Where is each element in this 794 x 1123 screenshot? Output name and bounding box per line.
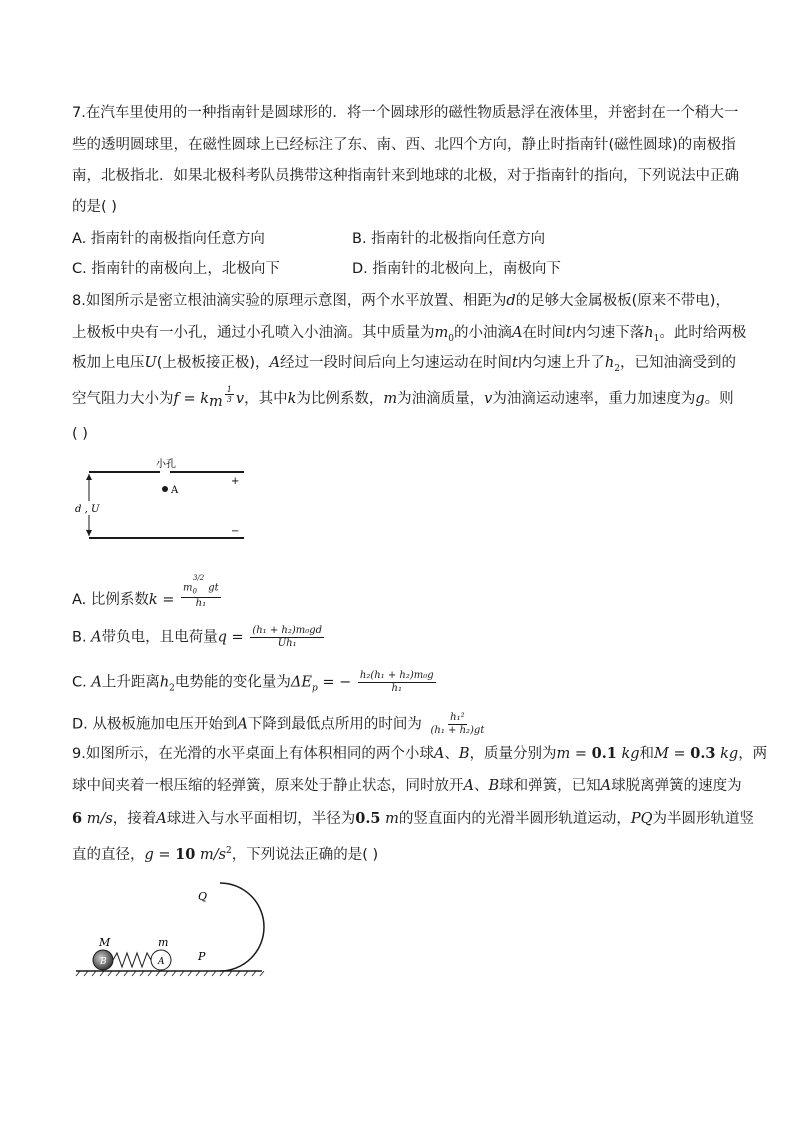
drop-label: A [171, 485, 179, 496]
q8-option-b: B. A带负电，且电荷量q = $\frac{\text{(h₁ + h₂)m₀gd}}{\text{Uh₁}}$ [72, 625, 323, 649]
plus-sign: + [231, 476, 240, 487]
mass-m-small-label: m [158, 936, 169, 949]
q8-option-d: D. 从极板施加电压开始到A下降到最低点所用的时间为 $\frac{\text{h₁²}}{\text{(h₁ + h₂)gt}}$ [72, 712, 485, 736]
ball-b-label: B [100, 957, 107, 967]
q7-option-b: B. 指南针的北极指向任意方向 [352, 231, 546, 247]
q8-stem-line-4: 空气阻力大小为f = km $\frac{1}{3}$ v，其中k为比例系数，m为油滴质量，v为油滴运动速率，重力加速度为g。则 [72, 384, 734, 410]
q7-option-d: D. 指南针的北极向上，南极向下 [352, 261, 561, 277]
q8-stem-line-1: 8.如图所示是密立根油滴实验的原理示意图，两个水平放置、相距为d的足够大金属极板(原来不带电)， [72, 293, 730, 309]
q8-stem-line-3: 板加上电压U(上极板接正极)，A经过一段时间后向上匀速运动在时间t内匀速上升了$h_2$，已知油滴受到的 [72, 355, 736, 374]
q7-stem-line-4: 的是( ) [72, 199, 117, 215]
semicircle-track [220, 883, 264, 971]
ball-a-label: A [158, 957, 165, 967]
q7-stem-line-1: 7.在汽车里使用的一种指南针是圆球形的．将一个圆球形的磁性物质悬浮在液体里，并密封在一个稍大一 [72, 105, 739, 121]
q9-stem-line-4: 直的直径，g = 10 $m/s^2$，下列说法正确的是( ) [72, 845, 379, 863]
oil-drop [162, 486, 168, 492]
arrow-down-icon [86, 530, 92, 536]
q8-stem-line-2: 上极板中央有一小孔，通过小孔喷入小油滴。其中质量为$m_0$的小油滴A在时间t内匀速下落$h_1$。此时给两极 [72, 325, 747, 344]
gap-label: d , U [75, 504, 100, 515]
q9-stem-line-2: 球中间夹着一根压缩的轻弹簧，原来处于静止状态，同时放开A、B球和弹簧，已知A球脱离弹簧的速度为 [72, 778, 742, 794]
q8-plates-figure [72, 455, 252, 547]
q9-track-figure [72, 872, 272, 982]
mass-m-big-label: M [99, 936, 111, 949]
q9-stem-line-3: 6 m/s，接着A球进入与水平面相切，半径为0.5 m的竖直面内的光滑半圆形轨道运动，PQ为半圆形轨道竖 [72, 810, 755, 827]
point-q-label: Q [198, 890, 208, 903]
q7-option-a: A. 指南针的南极指向任意方向 [72, 231, 265, 247]
hole-label: 小孔 [156, 459, 176, 470]
q7-stem-line-3: 南，北极指北．如果北极科考队员携带这种指南针来到地球的北极，对于指南针的指向，下列说法中正确 [72, 168, 739, 184]
q9-stem-line-1: 9.如图所示，在光滑的水平桌面上有体积相同的两个小球A、B，质量分别为m = 0.1 kg和M = 0.3 kg，两 [72, 745, 768, 762]
spring [113, 953, 151, 967]
q8-stem-line-5: ( ) [72, 426, 88, 442]
q7-option-c: C. 指南针的南极向上，北极向下 [72, 261, 280, 277]
q7-stem-line-2: 些的透明圆球里，在磁性圆球上已经标注了东、南、西、北四个方向，静止时指南针(磁性圆球)的南极指 [72, 137, 736, 153]
point-p-label: P [198, 950, 206, 963]
q8-option-a: A. 比例系数k = $\frac{m_0^{3/2}gt}{\text{h₁}}$ [72, 574, 219, 610]
minus-sign: − [231, 526, 240, 537]
arrow-up-icon [86, 474, 92, 480]
q8-option-c: C. A上升距离$h_2$电势能的变化量为$\Delta E_p$ = − $\frac{\text{h₂(h₁ + h₂)m₀g}}{\text{h₁}}$ [72, 670, 434, 694]
